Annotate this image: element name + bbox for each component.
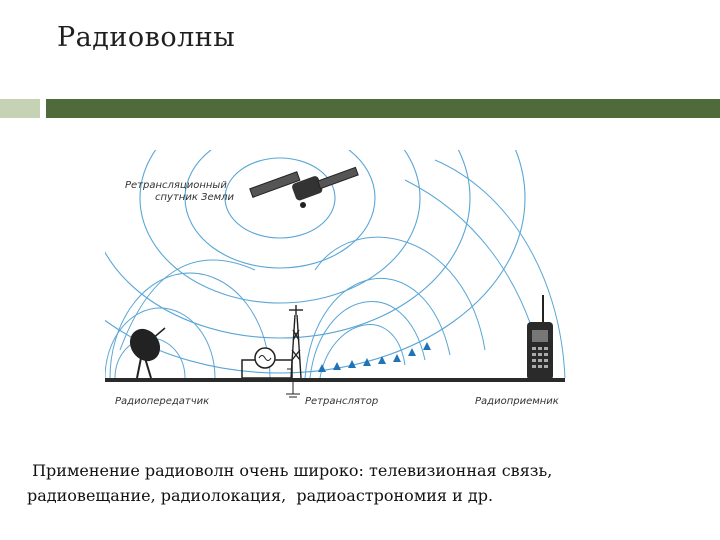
header-accent-bar-dark bbox=[46, 99, 720, 118]
ground-symbol-icon bbox=[286, 382, 300, 397]
caption-line-2: радиовещание, радиолокация, радиоастрономия и др. bbox=[27, 486, 494, 505]
relay-beam-lobes bbox=[305, 160, 565, 378]
ground-line bbox=[105, 378, 565, 382]
radio-wave-diagram bbox=[105, 150, 585, 420]
caption-line-1: Применение радиоволн очень широко: телевизионная связь, bbox=[27, 461, 553, 480]
relay-tower-icon bbox=[289, 305, 303, 378]
relay-label: Ретранслятор bbox=[305, 396, 379, 407]
transmitter-label: Радиопередатчик bbox=[115, 396, 210, 407]
satellite-label-line2: спутник Земли bbox=[155, 192, 235, 203]
satellite-label-line1: Ретрансляционный bbox=[125, 180, 227, 191]
beam-arrows bbox=[318, 342, 431, 372]
receiver-label: Радиоприемник bbox=[475, 396, 559, 407]
slide-caption bbox=[27, 458, 707, 508]
header-accent-bar-light bbox=[0, 99, 40, 118]
slide-title: Радиоволны bbox=[57, 22, 236, 53]
radio-receiver-phone-icon bbox=[527, 295, 553, 380]
satellite-icon bbox=[250, 167, 358, 208]
